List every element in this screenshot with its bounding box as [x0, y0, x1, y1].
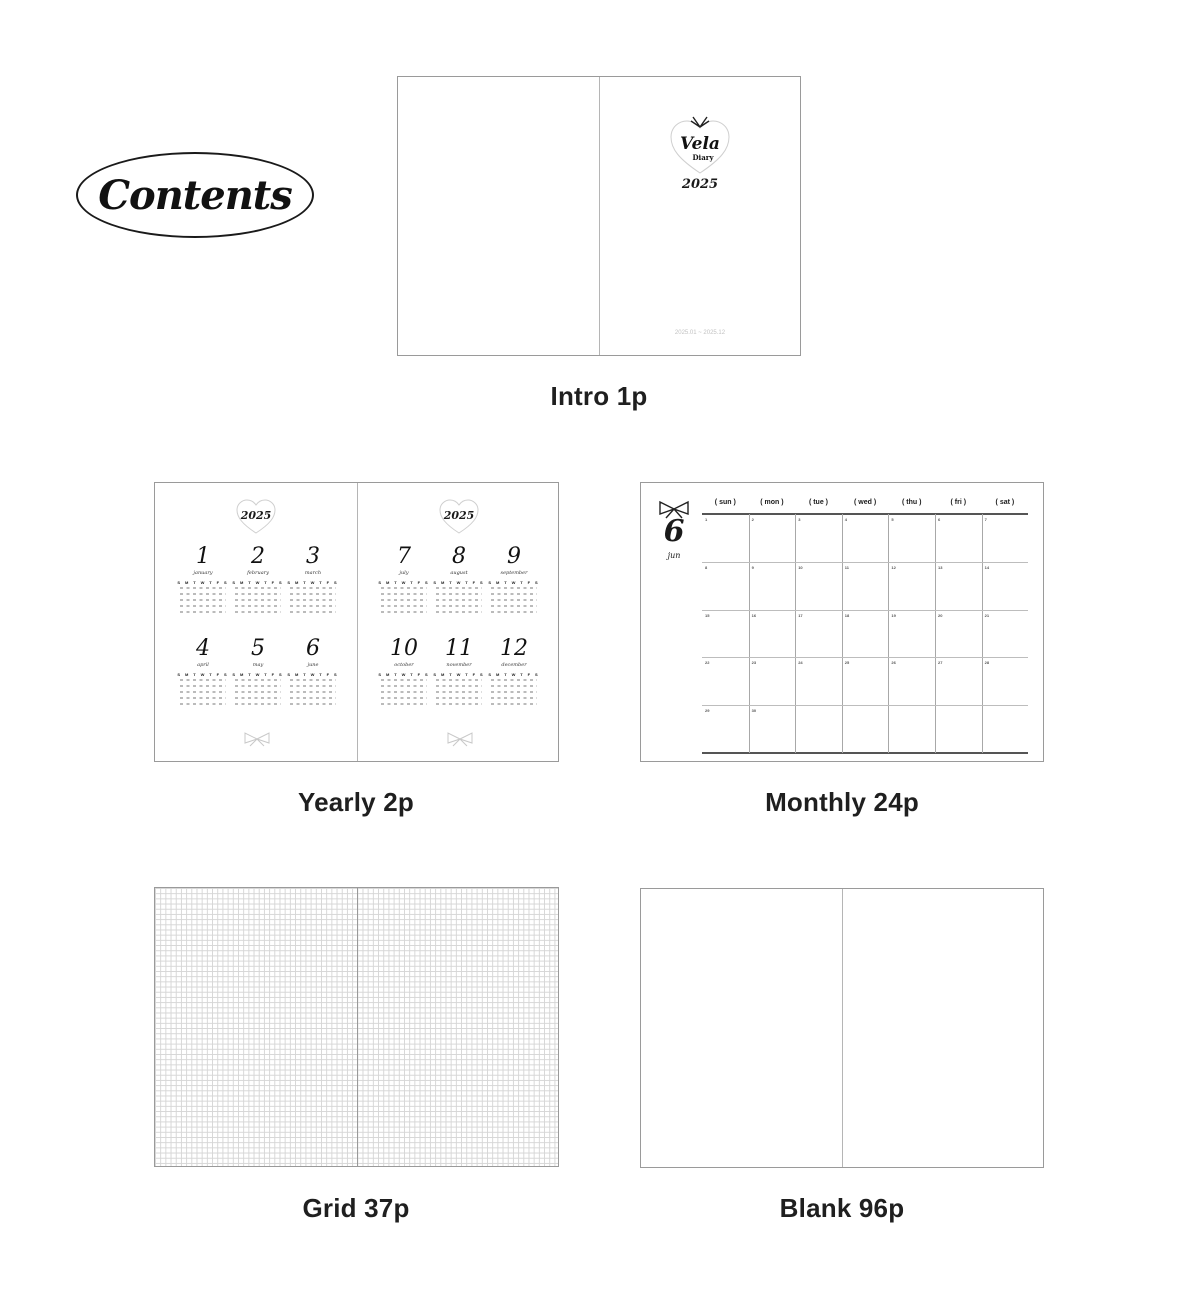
- calendar-row-line: [702, 610, 1028, 611]
- yearly-weekday-header: S M T W T F S: [433, 672, 485, 677]
- yearly-mini-days: [436, 587, 482, 613]
- yearly-month-block: [488, 545, 540, 613]
- yearly-month-name: june: [307, 662, 319, 668]
- calendar-row-line: [702, 657, 1028, 658]
- calendar-day: 20: [938, 612, 943, 618]
- contents-badge: [76, 152, 314, 238]
- logo-sub-text: Diary: [692, 153, 714, 162]
- yearly-month-name: november: [446, 662, 472, 668]
- yearly-year-left: 2025: [240, 509, 272, 522]
- yearly-month-number: 5: [251, 636, 265, 661]
- calendar-day: 3: [798, 517, 801, 522]
- yearly-month-number: 10: [390, 636, 418, 661]
- contents-heading: Contents: [98, 171, 292, 219]
- weekday-header: ( fri ): [950, 499, 967, 506]
- yearly-spread: [154, 482, 559, 762]
- blank-fold: [842, 889, 843, 1167]
- calendar-day: 25: [844, 660, 850, 666]
- calendar-day: 14: [984, 564, 990, 570]
- calendar-day: 13: [938, 564, 943, 570]
- calendar-day: 28: [984, 660, 990, 666]
- yearly-weekday-header: S M T W T F S: [287, 672, 339, 677]
- yearly-month-number: 11: [445, 636, 473, 661]
- yearly-month-block: [232, 637, 284, 705]
- calendar-day: 12: [891, 564, 896, 570]
- calendar-row-line: [702, 562, 1028, 563]
- blank-caption: Blank 96p: [779, 1193, 905, 1223]
- yearly-weekday-header: S M T W T F S: [177, 672, 229, 677]
- yearly-mini-days: [180, 587, 226, 613]
- grid-spread: [154, 887, 559, 1167]
- weekday-header: ( tue ): [808, 499, 829, 506]
- yearly-month-number: 8: [452, 544, 466, 569]
- calendar-column-line: [935, 514, 936, 753]
- yearly-weekday-header: S M T W T F S: [287, 580, 339, 585]
- calendar-day: 6: [938, 517, 941, 522]
- calendar-column-line: [982, 514, 983, 753]
- calendar-day: 7: [984, 517, 987, 522]
- yearly-month-number: 6: [306, 636, 320, 661]
- calendar-day: 19: [891, 612, 896, 618]
- grid-fold: [357, 888, 358, 1166]
- yearly-month-name: august: [450, 570, 468, 576]
- logo-text: Vela: [680, 134, 720, 154]
- calendar-day: 18: [844, 612, 850, 618]
- yearly-month-name: april: [197, 662, 209, 668]
- yearly-weekday-header: S M T W T F S: [177, 580, 229, 585]
- yearly-month-name: march: [304, 570, 322, 576]
- yearly-month-block: [488, 637, 540, 705]
- calendar-day: 17: [798, 612, 803, 618]
- grid-caption: Grid 37p: [302, 1193, 410, 1223]
- yearly-month-name: february: [247, 570, 269, 576]
- yearly-month-number: 4: [196, 636, 210, 661]
- calendar-column-line: [795, 514, 796, 753]
- yearly-month-block: [287, 637, 339, 705]
- yearly-mini-days: [381, 587, 427, 613]
- yearly-mini-days: [180, 679, 226, 705]
- yearly-weekday-header: S M T W T F S: [378, 672, 430, 677]
- yearly-month-number: 12: [500, 636, 528, 661]
- yearly-weekday-header: S M T W T F S: [433, 580, 485, 585]
- calendar-day: 11: [844, 564, 850, 570]
- calendar-day: 24: [798, 660, 803, 666]
- yearly-month-block: [433, 637, 485, 705]
- yearly-weekday-header: S M T W T F S: [232, 672, 284, 677]
- calendar-day: 1: [705, 517, 708, 522]
- calendar-day: 8: [705, 564, 708, 570]
- calendar-top-rule: [702, 513, 1028, 515]
- bow-icon: [445, 731, 475, 747]
- yearly-month-name: september: [500, 570, 528, 576]
- yearly-year-right: 2025: [443, 509, 475, 522]
- yearly-month-number: 2: [251, 544, 265, 569]
- calendar-column-line: [842, 514, 843, 753]
- calendar-column-line: [888, 514, 889, 753]
- blank-spread: [640, 888, 1044, 1168]
- calendar-day: 4: [844, 517, 848, 522]
- yearly-month-name: october: [394, 662, 414, 668]
- calendar-day: 23: [751, 660, 757, 666]
- yearly-mini-days: [290, 679, 336, 705]
- monthly-month-name: jun: [667, 551, 681, 560]
- yearly-caption: Yearly 2p: [298, 787, 414, 817]
- intro-caption: Intro 1p: [550, 381, 648, 411]
- yearly-mini-days: [235, 679, 281, 705]
- calendar-day: 10: [798, 564, 803, 570]
- intro-year: 2025: [681, 177, 719, 192]
- calendar-day: 15: [705, 612, 710, 618]
- yearly-mini-days: [290, 587, 336, 613]
- yearly-month-name: december: [501, 662, 527, 668]
- yearly-month-number: 3: [306, 544, 320, 569]
- calendar-row-line: [702, 705, 1028, 706]
- yearly-month-name: july: [399, 570, 409, 576]
- yearly-month-block: [232, 545, 284, 613]
- monthly-spread: [640, 482, 1044, 762]
- weekday-header: ( mon ): [760, 499, 784, 506]
- yearly-month-number: 7: [397, 544, 411, 569]
- bow-icon: [242, 731, 272, 747]
- calendar-day: 26: [891, 660, 896, 666]
- yearly-month-number: 1: [196, 544, 210, 569]
- calendar-day: 29: [705, 708, 710, 714]
- yearly-month-name: january: [193, 570, 213, 576]
- yearly-month-block: [177, 637, 229, 705]
- weekday-header: ( thu ): [901, 499, 922, 506]
- calendar-day: 5: [891, 517, 894, 522]
- intro-spread: [397, 76, 801, 356]
- yearly-weekday-header: S M T W T F S: [488, 580, 540, 585]
- yearly-mini-days: [491, 679, 537, 705]
- calendar-day: 22: [705, 660, 710, 666]
- yearly-mini-days: [235, 587, 281, 613]
- calendar-day: 21: [984, 612, 990, 618]
- yearly-year-badge-left: [236, 499, 276, 535]
- yearly-month-block: [433, 545, 485, 613]
- yearly-month-block: [287, 545, 339, 613]
- calendar-day: 16: [751, 612, 757, 618]
- yearly-weekday-header: S M T W T F S: [378, 580, 430, 585]
- calendar-column-line: [749, 514, 750, 753]
- yearly-mini-days: [491, 587, 537, 613]
- yearly-month-name: may: [252, 662, 264, 668]
- calendar-day: 2: [751, 517, 754, 522]
- calendar-bottom-rule: [702, 752, 1028, 754]
- yearly-month-block: [378, 545, 430, 613]
- yearly-month-block: [378, 637, 430, 705]
- yearly-year-badge-right: [439, 499, 479, 535]
- yearly-mini-days: [436, 679, 482, 705]
- yearly-weekday-header: S M T W T F S: [488, 672, 540, 677]
- monthly-caption: Monthly 24p: [765, 787, 919, 817]
- calendar-day: 27: [938, 660, 943, 666]
- yearly-weekday-header: S M T W T F S: [232, 580, 284, 585]
- weekday-header: ( sun ): [714, 499, 736, 506]
- yearly-mini-days: [381, 679, 427, 705]
- calendar-day: 30: [751, 708, 757, 714]
- yearly-month-block: [177, 545, 229, 613]
- yearly-month-number: 9: [507, 544, 521, 569]
- weekday-header: ( wed ): [854, 499, 877, 506]
- weekday-header: ( sat ): [995, 499, 1015, 506]
- calendar-day: 9: [751, 564, 754, 570]
- vela-heart-logo-icon: [669, 115, 731, 177]
- intro-fold: [599, 77, 600, 355]
- monthly-month-number: 6: [663, 514, 685, 549]
- yearly-fold: [357, 483, 358, 761]
- intro-date-range: 2025.01 ~ 2025.12: [674, 330, 726, 336]
